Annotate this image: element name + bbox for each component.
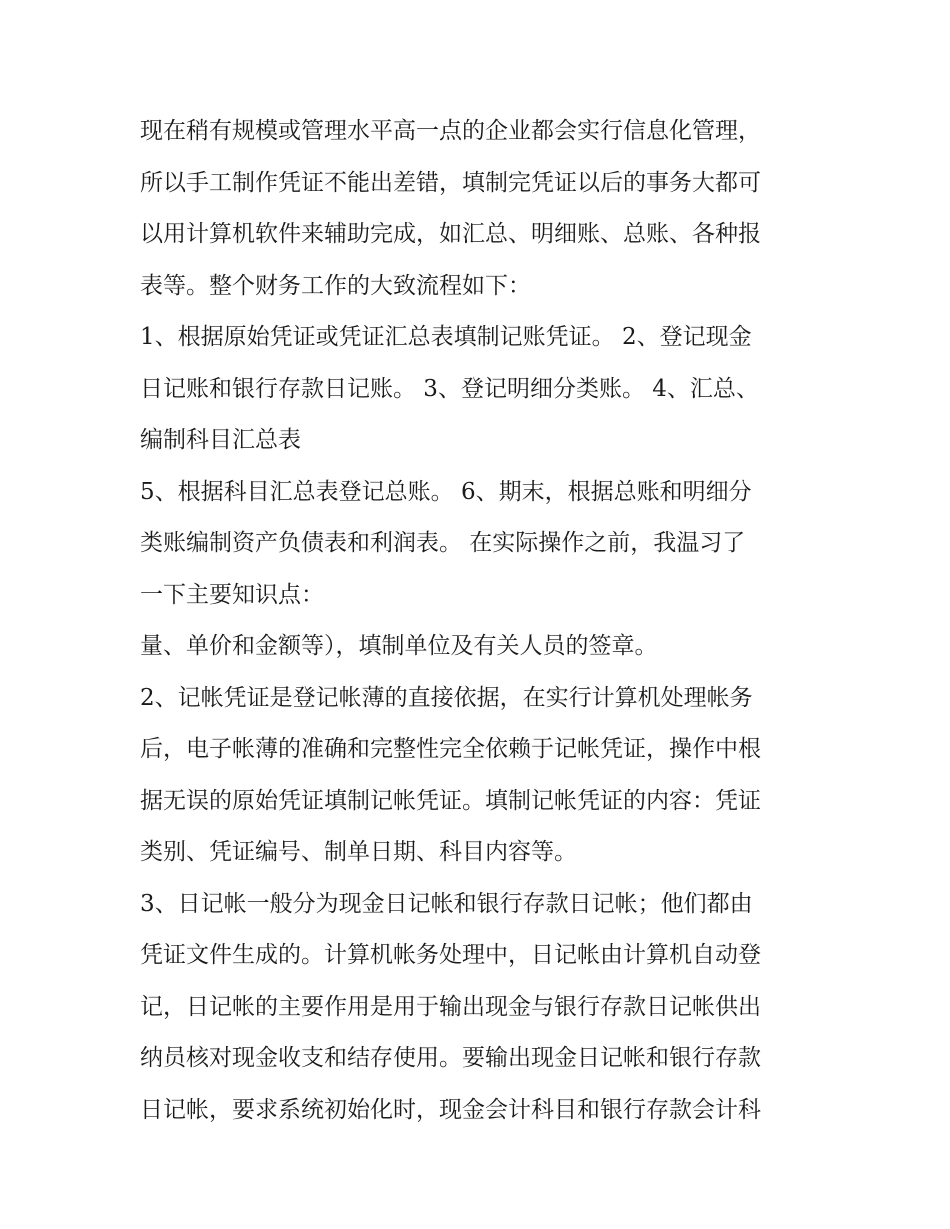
text-line: 类账编制资产负债表和利润表。 在实际操作之前，我温习了 bbox=[140, 530, 746, 556]
text-line: 现在稍有规模或管理水平高一点的企业都会实行信息化管理， bbox=[140, 118, 761, 144]
text-line: 表等。整个财务工作的大致流程如下： bbox=[140, 272, 531, 299]
text-line: 日记帐，要求系统初始化时，现金会计科目和银行存款会计科 bbox=[140, 1096, 761, 1123]
text-line: 量、单价和金额等），填制单位及有关人员的签章。 bbox=[140, 633, 658, 659]
text-line: 5、根据科目汇总表登记总账。 6、期末，根据总账和明细分 bbox=[140, 478, 752, 505]
text-line: 据无误的原始凭证填制记帐凭证。填制记帐凭证的内容：凭证 bbox=[140, 787, 761, 814]
document-body bbox=[140, 106, 820, 1136]
text-line: 3、日记帐一般分为现金日记帐和银行存款日记帐；他们都由 bbox=[140, 890, 753, 917]
text-line: 1、根据原始凭证或凭证汇总表填制记账凭证。 2、登记现金 bbox=[140, 324, 752, 350]
text-line: 纳员核对现金收支和结存使用。要输出现金日记帐和银行存款 bbox=[140, 1045, 761, 1071]
text-line: 所以手工制作凭证不能出差错，填制完凭证以后的事务大都可 bbox=[140, 169, 761, 196]
text-line: 以用计算机软件来辅助完成，如汇总、明细账、总账、各种报 bbox=[140, 221, 761, 247]
text-line: 凭证文件生成的。计算机帐务处理中，日记帐由计算机自动登 bbox=[140, 942, 761, 968]
text-line: 一下主要知识点： bbox=[140, 581, 324, 608]
text-line: 2、记帐凭证是登记帐薄的直接依据，在实行计算机处理帐务 bbox=[140, 684, 753, 711]
text-line: 类别、凭证编号、制单日期、科目内容等。 bbox=[140, 839, 577, 865]
text-line: 记，日记帐的主要作用是用于输出现金与银行存款日记帐供出 bbox=[140, 993, 761, 1020]
text-line: 后，电子帐薄的准确和完整性完全依赖于记帐凭证，操作中根 bbox=[140, 736, 761, 762]
text-line: 编制科目汇总表 bbox=[140, 427, 301, 453]
text-line: 日记账和银行存款日记账。 3、登记明细分类账。 4、汇总、 bbox=[140, 375, 759, 402]
